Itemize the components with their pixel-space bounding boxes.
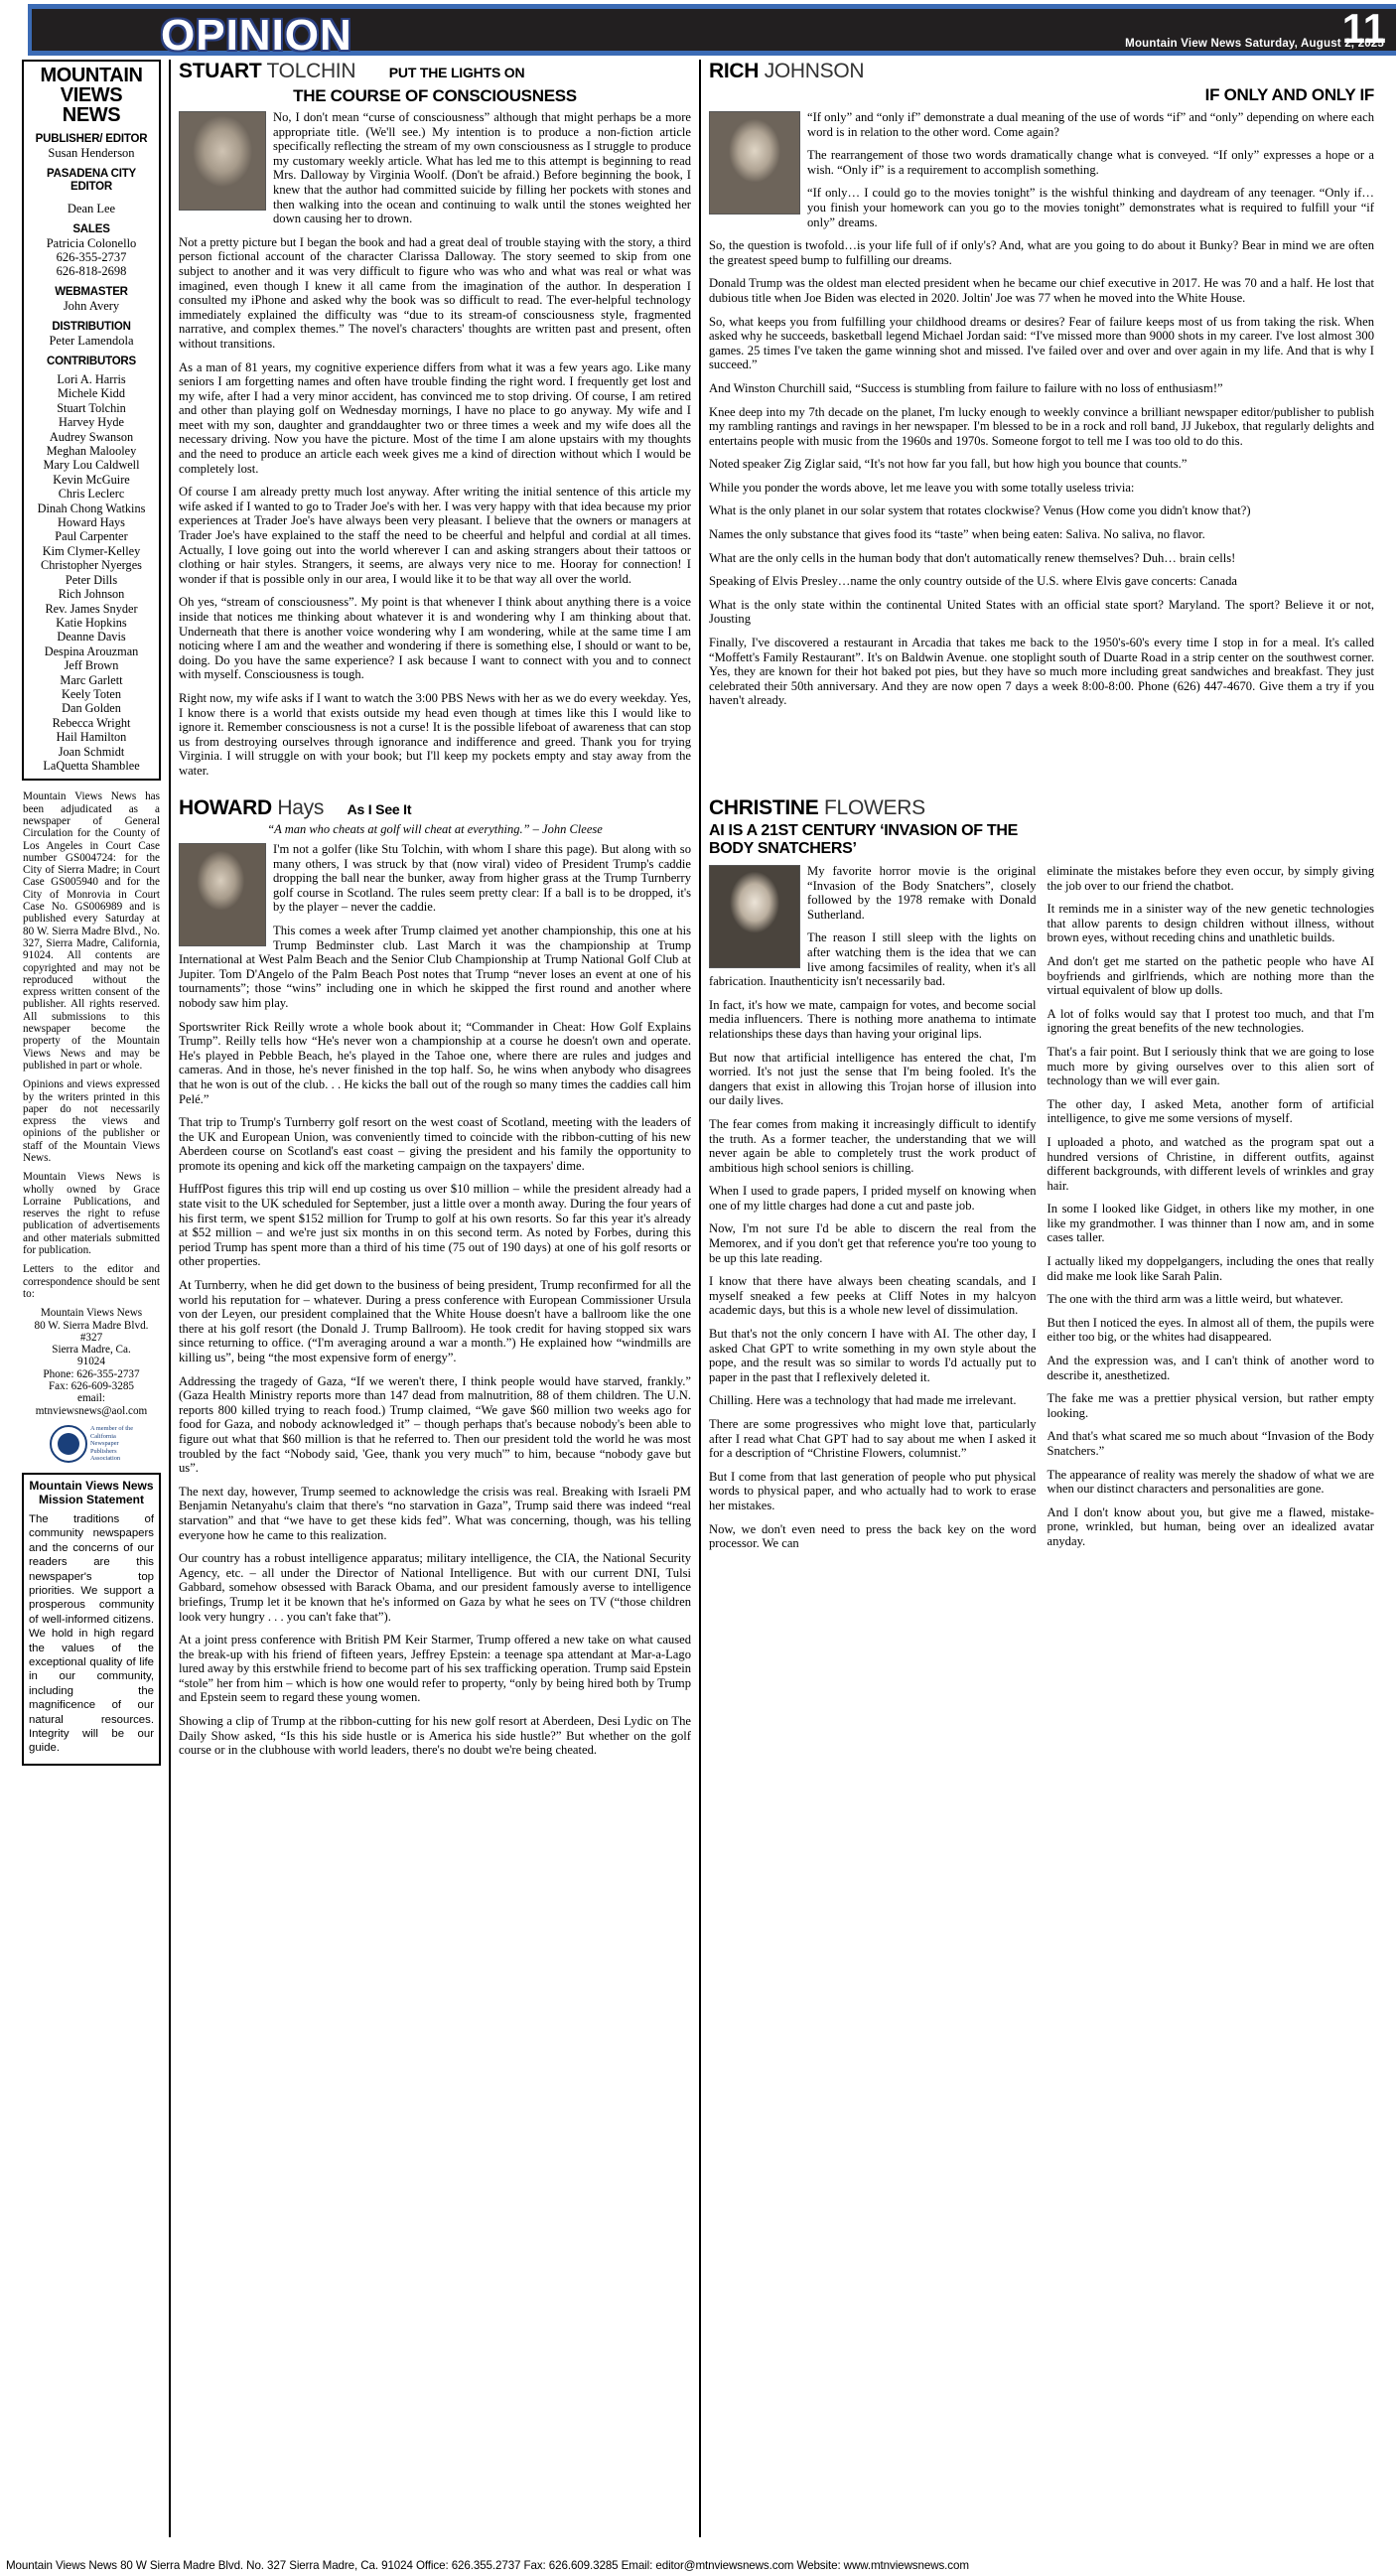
article-paragraph: That's a fair point. But I seriously think that we are going to lose much more by giving ourselves over to this alien sort of technology than we will ever gain. xyxy=(1047,1044,1374,1088)
legal-notice-block xyxy=(22,790,161,1417)
article-body-tolchin xyxy=(179,110,691,779)
contributor-item: Jeff Brown xyxy=(64,658,119,673)
article-paragraph: The fear comes from making it increasingly difficult to identify the truth. As a former teacher, the understanding that we will never again be able to completely trust the work product of ambitious high school seniors is chilling. xyxy=(709,1116,1037,1175)
article-paragraph: I uploaded a photo, and watched as the program spat out a hundred versions of Christine, in different outfits, against different backgrounds, with different levels of wrinkles and gray hair. xyxy=(1047,1134,1374,1193)
address-line: email: xyxy=(77,1392,105,1405)
contributor-item: Marc Garlett xyxy=(60,672,123,687)
cnpa-seal-icon xyxy=(50,1425,87,1463)
article-paragraph: There are some progressives who might love that, particularly after I read what Chat GPT had to say about me when I asked it for a description of “Christine Flowers, columnist.” xyxy=(709,1417,1037,1461)
article-paragraph: At a joint press conference with British PM Keir Starmer, Trump offered a new take on what caused the break-up with his friend of fifteen years, Jeffrey Epstein: a teenage spa attendant at Mar-a-Lago lured away by this erstwhile friend to become part of his sex trafficking operation. Trump said Epstein “stole” her from him – which is how one would refer to property, “only by being hired both by Trump and Epstein seem to regard these young women. xyxy=(179,1633,691,1705)
address-line: Phone: 626-355-2737 xyxy=(43,1367,140,1380)
article-paragraph: Right now, my wife asks if I want to watch the 3:00 PBS News with her as we do every weekday. Yes, I know there is a world that exists outside my head even though at times like this I would like to ignore it. Remember consciousness is not a curse! It is the possible lifeboat of awareness that can stop us from destroying ourselves through ignorance and indifference and greed. Thank you for trying Virginia. I will struggle on with your book; but I'll keep my pockets empty and stay away from the water. xyxy=(179,690,691,778)
article-paragraph: What is the only state within the continental United States with an official state sport? Maryland. The sport? Believe it or not, Jousting xyxy=(709,597,1374,627)
contributor-item: Peter Dills xyxy=(65,572,118,587)
article-paragraph: Our country has a robust intelligence apparatus; military intelligence, the CIA, the National Security Agency, etc. – all under the Director of National Intelligence. But with our current DNI, Tulsi Gabbard, somehow obsessed with Barack Obama, and our president famously averse to intelligence briefings, Trump let it be known that he's informed on Gaza by what he sees on TV (“those children look very hungry . . . you can't fake that”). xyxy=(179,1551,691,1624)
article-paragraph: At Turnberry, when he did get down to the business of being president, Trump reconfirmed for all the world his reputation for – whatever. During a press conference with European Commissioner Ursula von der Leyen, our president complained that the White House doesn't have a ballroom like the one there at his golf resort (the Donald J. Trump Ballroom). He took credit for having stopped six wars since returning to office. (“I'm averaging around a war a month.”) He explained how “windmills are killing us”, being “the most expensive form of energy”. xyxy=(179,1278,691,1364)
contributor-item: Dan Golden xyxy=(62,701,121,716)
article-paragraph: What are the only cells in the human body that don't automatically renew themselves? Duh… brain cells! xyxy=(709,550,1236,565)
staff-role-title-0: PUBLISHER/ EDITOR xyxy=(35,133,148,145)
cnpa-line: Newspaper xyxy=(89,1440,119,1448)
headline-johnson: IF ONLY AND ONLY IF xyxy=(1204,85,1374,104)
contributor-item: Chris Leclerc xyxy=(58,487,125,501)
staff-role-name-2-0: Patricia Colonello xyxy=(46,236,137,250)
legal-paragraph: Mountain Views News is wholly owned by Grace Lorraine Publications, and reserves the right to refuse publication of advertisements and other materials submitted for publication. xyxy=(23,1171,160,1257)
contributor-item: Paul Carpenter xyxy=(55,529,128,544)
contributors-list xyxy=(27,372,156,773)
cnpa-line: A member of the xyxy=(89,1425,134,1433)
staff-role-title-4: DISTRIBUTION xyxy=(52,321,131,333)
contributor-item: Rich Johnson xyxy=(58,587,125,602)
staff-role-name-2-2: 626-818-2698 xyxy=(56,264,127,278)
page-number: 11 xyxy=(1341,5,1386,52)
byline-first-name: RICH xyxy=(709,60,760,82)
contributor-item: Christopher Nyerges xyxy=(41,558,142,573)
article-howard-hays xyxy=(179,796,691,1767)
page-content xyxy=(12,60,1386,2542)
contributor-item: Lori A. Harris xyxy=(57,372,126,386)
page-masthead-bar xyxy=(28,4,1396,60)
article-paragraph: When I used to grade papers, I prided myself on knowing when one of my little charges had done a cut and paste job. xyxy=(709,1184,1037,1213)
mailing-address-block xyxy=(23,1307,160,1417)
article-paragraph: As a man of 81 years, my cognitive experience differs from what it was a few years ago. Like many seniors I am forgetting names and often have trouble finding the right word. I frequently get lost and my wife, after I had a very minor accident, has convinced me to stop driving. Of course, I am retired and other than playing golf on Wednesday mornings, I have no place to go anyway. My wife and I meet with my son, daughter and granddaughter two or three times a week and my wife does all the necessary driving. Now you have the picture. Most of the time I am alone upstairs with my thoughts and the need to produce an article each week gives me a kind of direction without which I would be completely lost. xyxy=(179,359,691,476)
article-paragraph: The reason I still sleep with the lights on after watching them is the idea that we can live among facsimiles of reality, when it's all fabrication. Inauthenticity isn't necessarily bad. xyxy=(709,930,1037,989)
article-paragraph: In fact, it's how we mate, campaign for votes, and become social media influencers. There is nothing more anathema to intimate relationships these days than having your original lips. xyxy=(709,997,1037,1041)
contributor-item: Despina Arouzman xyxy=(44,644,139,658)
article-paragraph: eliminate the mistakes before they even occur, by simply giving the job over to our friend the chatbot. xyxy=(1047,864,1374,893)
article-paragraph: Donald Trump was the oldest man elected president when he became our chief executive in 2017. He was 70 and a half. He lost that dubious title when Joe Biden was elected in 2020. Joltin' Joe was 77 when he moved into the White House. xyxy=(709,276,1374,305)
author-portrait-johnson xyxy=(709,111,800,215)
mission-title-line-2: Mission Statement xyxy=(38,1492,145,1506)
cnpa-logo-block xyxy=(46,1425,137,1463)
article-paragraph: “If only… I could go to the movies tonight” is the wishful thinking and daydream of any teenager. “Only if…you finish your homework can you go to the movies tonight” demonstrates what is required to fulfill your “if only” dreams. xyxy=(807,186,1374,229)
article-stuart-tolchin xyxy=(179,60,691,787)
article-paragraph: Addressing the tragedy of Gaza, “If we weren't there, I think people would have starved, frankly.” (Gaza Health Ministry reports more than 147 dead from malnutrition, 88 of them children. The U.N. reports 800 killed trying to reach food.) Trump claimed, “We gave $60 million two weeks ago for food for Gaza, and nobody acknowledged it” – though perhaps that's because nobody's been able to figure out what that $60 million is that he referred to. Then our president told the world he was most troubled by the fact “Nobody said, 'Gee, thank you very much'” to him, because “nobody gave but us”. xyxy=(179,1373,691,1476)
article-paragraph: The other day, I asked Meta, another form of artificial intelligence, to give me some versions of myself. xyxy=(1047,1096,1374,1126)
section-title: OPINION xyxy=(161,11,352,60)
article-paragraph: Chilling. Here was a technology that had made me irrelevant. xyxy=(709,1393,1017,1408)
staff-box xyxy=(22,60,161,781)
contributor-item: Dinah Chong Watkins xyxy=(37,501,146,515)
contributor-item: Deanne Davis xyxy=(57,630,126,644)
article-paragraph: The next day, however, Trump seemed to acknowledge the crisis was real. Breaking with Israeli PM Benjamin Netanyahu's claim that there's “no starvation in Gaza”, Trump said there was indeed “real starvation” and that “we have to get these kids fed”. What was concerning, though, was his telling everyone how he came to this realization. xyxy=(179,1484,691,1542)
contributor-item: Katie Hopkins xyxy=(56,615,127,630)
headline-tolchin: THE COURSE OF CONSCIOUSNESS xyxy=(293,86,577,105)
cnpa-logo-text xyxy=(90,1425,133,1462)
article-paragraph: But then I noticed the eyes. In almost all of them, the pupils were either too big, or the whites had disappeared. xyxy=(1047,1315,1374,1345)
contributor-item: Keely Toten xyxy=(61,686,122,701)
mission-body-text: The traditions of community newspapers and the concerns of our readers are this newspaper's top priorities. We support a prosperous community of well-informed citizens. We hold in high regard the values of the exceptional quality of life in our community, including the magnificence of our natural resources. Integrity will be our guide. xyxy=(29,1512,154,1755)
contributor-item: Michele Kidd xyxy=(58,386,125,401)
mission-title-line-1: Mountain Views News xyxy=(29,1478,154,1493)
article-paragraph: And that's what scared me so much about “Invasion of the Body Snatchers.” xyxy=(1047,1429,1374,1458)
contributor-item: Harvey Hyde xyxy=(59,415,124,430)
paper-name-line-1: MOUNTAIN xyxy=(40,65,143,86)
byline-flowers xyxy=(709,796,1374,819)
article-paragraph: The one with the third arm was a little weird, but whatever. xyxy=(1047,1292,1343,1307)
staff-role-title-2: SALES xyxy=(72,223,110,235)
paper-name-line-3: NEWS xyxy=(62,104,121,126)
byline-last-name: FLOWERS xyxy=(824,796,925,819)
article-paragraph: So, what keeps you from fulfilling your childhood dreams or desires? Fear of failure keeps most of us from taking the risk. When asked why he succeeds, basketball legend Michael Jordan said: “I've missed more than 9000 shots in my career. I've lost almost 300 games. 25 times I've taken the game winning shot and missed. I've failed over and over and over again in my life. And that is why I succeed.” xyxy=(709,314,1374,372)
masthead-dateline: Mountain View News Saturday, August 2, 2025 xyxy=(1125,38,1384,50)
article-paragraph: It reminds me in a sinister way of the new genetic technologies that allow parents to design children without illness, without brown eyes, without receding chins and unathletic builds. xyxy=(1047,902,1374,945)
address-line: 80 W. Sierra Madre Blvd. xyxy=(34,1319,149,1332)
article-paragraph: I actually liked my doppelgangers, including the ones that really did make me look like Sarah Palin. xyxy=(1047,1254,1374,1283)
article-paragraph: And Winston Churchill said, “Success is stumbling from failure to failure with no loss of enthusiasm!” xyxy=(709,380,1223,395)
article-paragraph: While you ponder the words above, let me leave you with some totally useless trivia: xyxy=(709,480,1135,495)
cnpa-line: California xyxy=(89,1432,116,1440)
article-paragraph: A lot of folks would say that I protest too much, and that I'm ignoring the great benefits of the new technologies. xyxy=(1047,1006,1374,1036)
legal-paragraph: Mountain Views News has been adjudicated as a newspaper of General Circulation for the County of Los Angeles in Court Case number GS004724: for the City of Sierra Madre; in Court Case GS005940 and for the City of Monrovia in Court Case No. GS006989 and is published every Saturday at 80 W. Sierra Madre Blvd., No. 327, Sierra Madre, California, 91024. All contents are copyrighted and may not be reproduced without the express written consent of the publisher. All rights reserved. All submissions to this newspaper become the property of the Mountain Views News and may be published in part or whole. xyxy=(23,790,160,1072)
article-paragraph: Noted speaker Zig Ziglar said, “It's not how far you fall, but how high you bounce that counts.” xyxy=(709,457,1188,472)
article-paragraph: “If only” and “only if” demonstrate a dual meaning of the use of words “if” and “only” depending on where each word is in relation to the other word. Come again? xyxy=(807,110,1374,139)
staff-role-name-1-0: Dean Lee xyxy=(67,202,116,215)
contributor-item: Audrey Swanson xyxy=(49,429,134,444)
author-portrait-tolchin xyxy=(179,111,266,211)
contributor-item: Howard Hays xyxy=(58,515,125,530)
article-paragraph: Of course I am already pretty much lost anyway. After writing the initial sentence of this article my wife asked if I wanted to go to Trader Joe's with her. I was very happy with that idea because my prior experiences at Trader Joe's have always been very pleasant. I believe that the owners or managers at Trader Joe's have explained to the staff the need to be cheerful and helpful and cordial at all times. Actually, I love going out into the world wherever I can and asking strangers about their tattoos or clothing or hair styles. Strangers, it seems, are always very nice to me. Hooray for connection! I wonder if that is possible only in our area, I would like it to be that way all over the world. xyxy=(179,485,691,586)
article-rich-johnson xyxy=(709,60,1374,717)
article-paragraph: I'm not a golfer (like Stu Tolchin, with whom I share this page). But along with so many others, I was struck by that (now viral) video of President Trump's caddie dropping the ball near the bunker, away from higher grass at the Trump Turnberry golf course in Scotland. The rules seem pretty clear: If a ball is to be dropped, it's by the player – never the caddie. xyxy=(273,842,691,915)
byline-kicker: As I See It xyxy=(347,801,412,817)
legal-paragraph: Opinions and views expressed by the writers printed in this paper do not necessarily express the views and opinions of the publisher or staff of the Mountain Views News. xyxy=(23,1078,160,1164)
article-paragraph: But that's not the only concern I have with AI. The other day, I asked Chat GPT to write something in my own style about the pope, and the result was so similar to words I'd actually put to paper in the past that I reflexively deleted it. xyxy=(709,1327,1037,1384)
address-line: #327 xyxy=(79,1331,103,1344)
article-paragraph: The appearance of reality was merely the shadow of what we are when our distinct characters and personalities are gone. xyxy=(1047,1467,1374,1497)
article-body-flowers xyxy=(709,864,1374,1559)
article-paragraph: Sportswriter Rick Reilly wrote a whole book about it; “Commander in Cheat: How Golf Explains Trump”. Reilly tells how “He's never won a championship at a course he doesn't own and operate. He's played in Pebble Beach, he's played in the Tahoe one, where there are rules and judges and cameras. And in those, he's never finished in the top half. So, he wins when anybody who disagrees that he won is out of the club. . . He kicks the ball out of the rough so many times the caddies call him Pelé.” xyxy=(179,1019,691,1106)
article-paragraph: Names the only substance that gives food its “taste” when being eaten: Saliva. No saliva, no flavor. xyxy=(709,527,1205,542)
byline-hays xyxy=(179,796,691,821)
article-paragraph: No, I don't mean “curse of consciousness” although that might perhaps be a more appropriate title. (We'll see.) My intention is to produce a non-fiction article specifically reflecting the stream of my own consciousness as I struggle to produce my customary weekly article. What has led me to this attempt is beginning to read Mrs. Dalloway by Virginia Woolf. (Don't be afraid.) Before beginning the book, I knew that the author had committed suicide by filling her pockets with stones and then walking into the ocean and continuing to walk until the stones weighted her down causing her to drown. xyxy=(273,110,691,226)
contributor-item: LaQuetta Shamblee xyxy=(43,758,140,773)
cnpa-line: Publishers xyxy=(89,1447,117,1455)
column-rule-1 xyxy=(169,60,171,2537)
contributor-item: Rev. James Snyder xyxy=(45,601,138,616)
article-paragraph: But now that artificial intelligence has entered the chat, I'm worried. It's not just the sense that I'm being fooled. It's the dangers that exist in allowing this Trojan horse of illusion into our daily lives. xyxy=(709,1050,1037,1108)
legal-paragraph: Letters to the editor and correspondence should be sent to: xyxy=(23,1263,160,1300)
article-body-hays xyxy=(179,842,691,1758)
staff-role-title-1: PASADENA CITY EDITOR xyxy=(46,168,137,193)
article-christine-flowers xyxy=(709,796,1374,1559)
address-line: Mountain Views News xyxy=(40,1307,143,1320)
byline-tolchin xyxy=(179,60,691,84)
mission-statement-box xyxy=(22,1473,161,1766)
staff-role-name-3-0: John Avery xyxy=(63,299,120,313)
contributor-item: Hail Hamilton xyxy=(56,730,127,745)
byline-last-name: TOLCHIN xyxy=(266,60,356,82)
article-paragraph: And don't get me started on the pathetic people who have AI boyfriends and girlfriends, which are nothing more than the virtual equivalent of blow up dolls. xyxy=(1047,953,1374,998)
headline-flowers: AI IS A 21ST CENTURY ‘INVASION OF THE BODY SNATCHERS’ xyxy=(709,822,1019,857)
article-paragraph: What is the only planet in our solar system that rotates clockwise? Venus (How come you didn't know that?) xyxy=(709,503,1251,518)
email-address[interactable]: mtnviewsnews@aol.com xyxy=(35,1404,148,1417)
article-paragraph: That trip to Trump's Turnberry golf resort on the west coast of Scotland, meeting with the leaders of the UK and European Union, was conveniently timed to coincide with the ribbon-cutting of his new Aberdeen course on Scotland's east coast – giving the president and his family the opportunity to promote its opening and kick off the marketing campaign on the taxpayers' dime. xyxy=(179,1115,691,1173)
hays-epigraph: “A man who cheats at golf will cheat at everything.” – John Cleese xyxy=(267,822,603,836)
article-paragraph: The rearrangement of those two words dramatically change what is conveyed. “If only” expresses a hope or a wish. “Only if” is a requirement to accomplish something. xyxy=(807,148,1374,177)
address-line: Fax: 626-609-3285 xyxy=(48,1380,135,1393)
contributor-item: Stuart Tolchin xyxy=(57,400,126,415)
contributors-title: CONTRIBUTORS xyxy=(46,356,137,367)
contributor-item: Kim Clymer-Kelley xyxy=(42,543,141,558)
byline-first-name: HOWARD xyxy=(179,796,272,819)
article-paragraph: Finally, I've discovered a restaurant in Arcadia that takes me back to the 1950's-60's every time I stop in for a meal. It's called “Moffett's Family Restaurant”. It's on Baldwin Avenue. one stoplight south of Duarte Road in a strip center on the southwest corner. Yes, they are known for their hot baked pot pies, but they have so much more including great sandwiches and breakfast. They just celebrated their 50th anniversary. And they are now open 7 days a week 8:00-8:00. Phone (626) 447-4670. Give them a try if you haven't already. xyxy=(709,636,1374,708)
article-paragraph: Oh yes, “stream of consciousness”. My point is that whenever I think about anything there is a voice inside that notices me thinking about whatever it is and wondering why I am thinking about that. Underneath that there is another voice wondering why I am wondering, while at the same time I am noticing where I am and the weather and wondering if there is something else, I should or want to be, doing. Do you have the same experience? I ask because I want to connect with you and to connect with myself. Consciousness is tough. xyxy=(179,595,691,682)
byline-last-name: JOHNSON xyxy=(764,60,865,82)
article-paragraph: My favorite horror movie is the original “Invasion of the Body Snatchers”, closely followed by the 1978 remake with Donald Sutherland. xyxy=(807,864,1037,922)
staff-box-column xyxy=(22,60,161,1766)
address-line: 91024 xyxy=(77,1356,105,1368)
author-portrait-hays xyxy=(179,843,266,946)
byline-johnson xyxy=(709,60,1374,82)
paper-name-line-2: VIEWS xyxy=(60,84,123,106)
article-paragraph: And the expression was, and I can't think of another word to describe it, anesthetized. xyxy=(1047,1354,1374,1382)
article-paragraph: The fake me was a prettier physical version, but rather empty looking. xyxy=(1047,1391,1374,1420)
byline-first-name: CHRISTINE xyxy=(709,796,819,819)
cnpa-logo xyxy=(46,1425,137,1463)
article-paragraph: Not a pretty picture but I began the book and had a great deal of trouble staying with the story, a third person fictional account of the character Clarissa Dalloway. The story seemed to skip from one subject to another and it was very difficult to figure who was who and what was real or what was imagined, even though I knew it all came from the imagination of the author. In desperation I consulted my iPhone and asked why the book was so difficult to read. The ever-helpful technology immediately explained the difficulty was “due to its stream-of consciousness style, fragmented narrative, and complex themes.” The novel's characters' thoughts are written past and present, often without transitions. xyxy=(179,234,691,351)
contributor-item: Kevin McGuire xyxy=(53,472,130,487)
article-body-johnson xyxy=(709,110,1374,708)
article-paragraph: I know that there have always been cheating scandals, and I myself sneaked a few peeks at Cliff Notes in my halcyon academic days, but this is a whole new level of dissimulation. xyxy=(709,1274,1037,1318)
byline-kicker: PUT THE LIGHTS ON xyxy=(388,65,525,80)
byline-last-name: Hays xyxy=(277,796,325,819)
article-paragraph: HuffPost figures this trip will end up costing us over $10 million – while the president already had a state visit to the UK scheduled for September, just a little over a month away. During the four years of his first term, we spent $152 million for Trump to golf at his own resorts. So far this year it's already at $52 million – and we're just six months in on this second term. As noted by Forbes, during this period Trump has spent more than a third of his time (75 out of 190 days) at one of his golf resorts or other properties. xyxy=(179,1182,691,1269)
column-rule-2 xyxy=(699,60,701,2537)
article-paragraph: So, the question is twofold…is your life full of if only's? And, what are you going to do about it Bunky? Bear in mind we are often the greatest speed bump to fulfilling our dreams. xyxy=(709,238,1374,267)
cnpa-line: Association xyxy=(89,1455,121,1463)
article-paragraph: Speaking of Elvis Presley…name the only country outside of the U.S. where Elvis gave concerts: Canada xyxy=(709,574,1237,589)
byline-first-name: STUART xyxy=(179,60,262,82)
contributor-item: Meghan Malooley xyxy=(46,444,137,459)
article-paragraph: In some I looked like Gidget, in others like my mother, in one like my grandmother. I was thinner than I now am, and in some cases taller. xyxy=(1047,1202,1374,1245)
contributor-item: Joan Schmidt xyxy=(58,744,125,759)
staff-role-name-2-1: 626-355-2737 xyxy=(56,250,127,264)
article-paragraph: Now, we don't even need to press the back key on the word processor. We can xyxy=(709,1521,1037,1551)
article-paragraph: Showing a clip of Trump at the ribbon-cutting for his new golf resort at Aberdeen, Desi Lydic on The Daily Show asked, “Is this his side hustle or is America his side hustle?” But whether on the golf course or in the clubhouse with world leaders, there's no doubt we're being cheated. xyxy=(179,1714,691,1758)
article-paragraph: Now, I'm not sure I'd be able to discern the real from the Memorex, and if you don't get that reference you're too young to be up this late reading. xyxy=(709,1221,1037,1265)
article-paragraph: Knee deep into my 7th decade on the planet, I'm lucky enough to weekly convince a brilliant newspaper editor/publisher to publish my rambling rantings and ravings in her newspaper. I'm blessed to be in a rock and roll band, JJ Jukebox, that regularly delights and entertains people with music from the 1960s and 1970s. Someone forgot to tell me I was too old to do this. xyxy=(709,404,1374,448)
author-portrait-flowers xyxy=(709,865,800,968)
article-paragraph: And I don't know about you, but give me a flawed, mistake-prone, wrinkled, but human, being over an idealized avatar anyday. xyxy=(1047,1504,1374,1548)
contributor-item: Mary Lou Caldwell xyxy=(43,458,140,473)
staff-role-name-0-0: Susan Henderson xyxy=(48,146,135,160)
article-paragraph: This comes a week after Trump claimed yet another championship, this one at his Trump Bedminster club. Last March it was the championship at Trump International at West Palm Beach and the Senior Club Championship at Trump National Golf Club at Jupiter. Tom D'Angelo of the Palm Beach Post notes that Trump “never loses an event at one of his tournaments”; those “wins” including one in which he skipped the first round and another where nobody saw him play. xyxy=(179,923,691,1010)
page-footer: Mountain Views News 80 W Sierra Madre Blvd. No. 327 Sierra Madre, Ca. 91024 Office: 626.355.2737 Fax: 626.609.3285 Email: editor@mtnviewsnews.com Website: www.mtnviewsnews.com xyxy=(6,2559,969,2572)
staff-role-name-4-0: Peter Lamendola xyxy=(49,334,134,348)
address-line: Sierra Madre, Ca. xyxy=(52,1344,131,1357)
staff-role-title-3: WEBMASTER xyxy=(55,286,128,298)
contributor-item: Rebecca Wright xyxy=(52,715,131,730)
article-paragraph: But I come from that last generation of people who put physical words to physical paper, and who actually had to work to erase her mistakes. xyxy=(709,1469,1037,1512)
